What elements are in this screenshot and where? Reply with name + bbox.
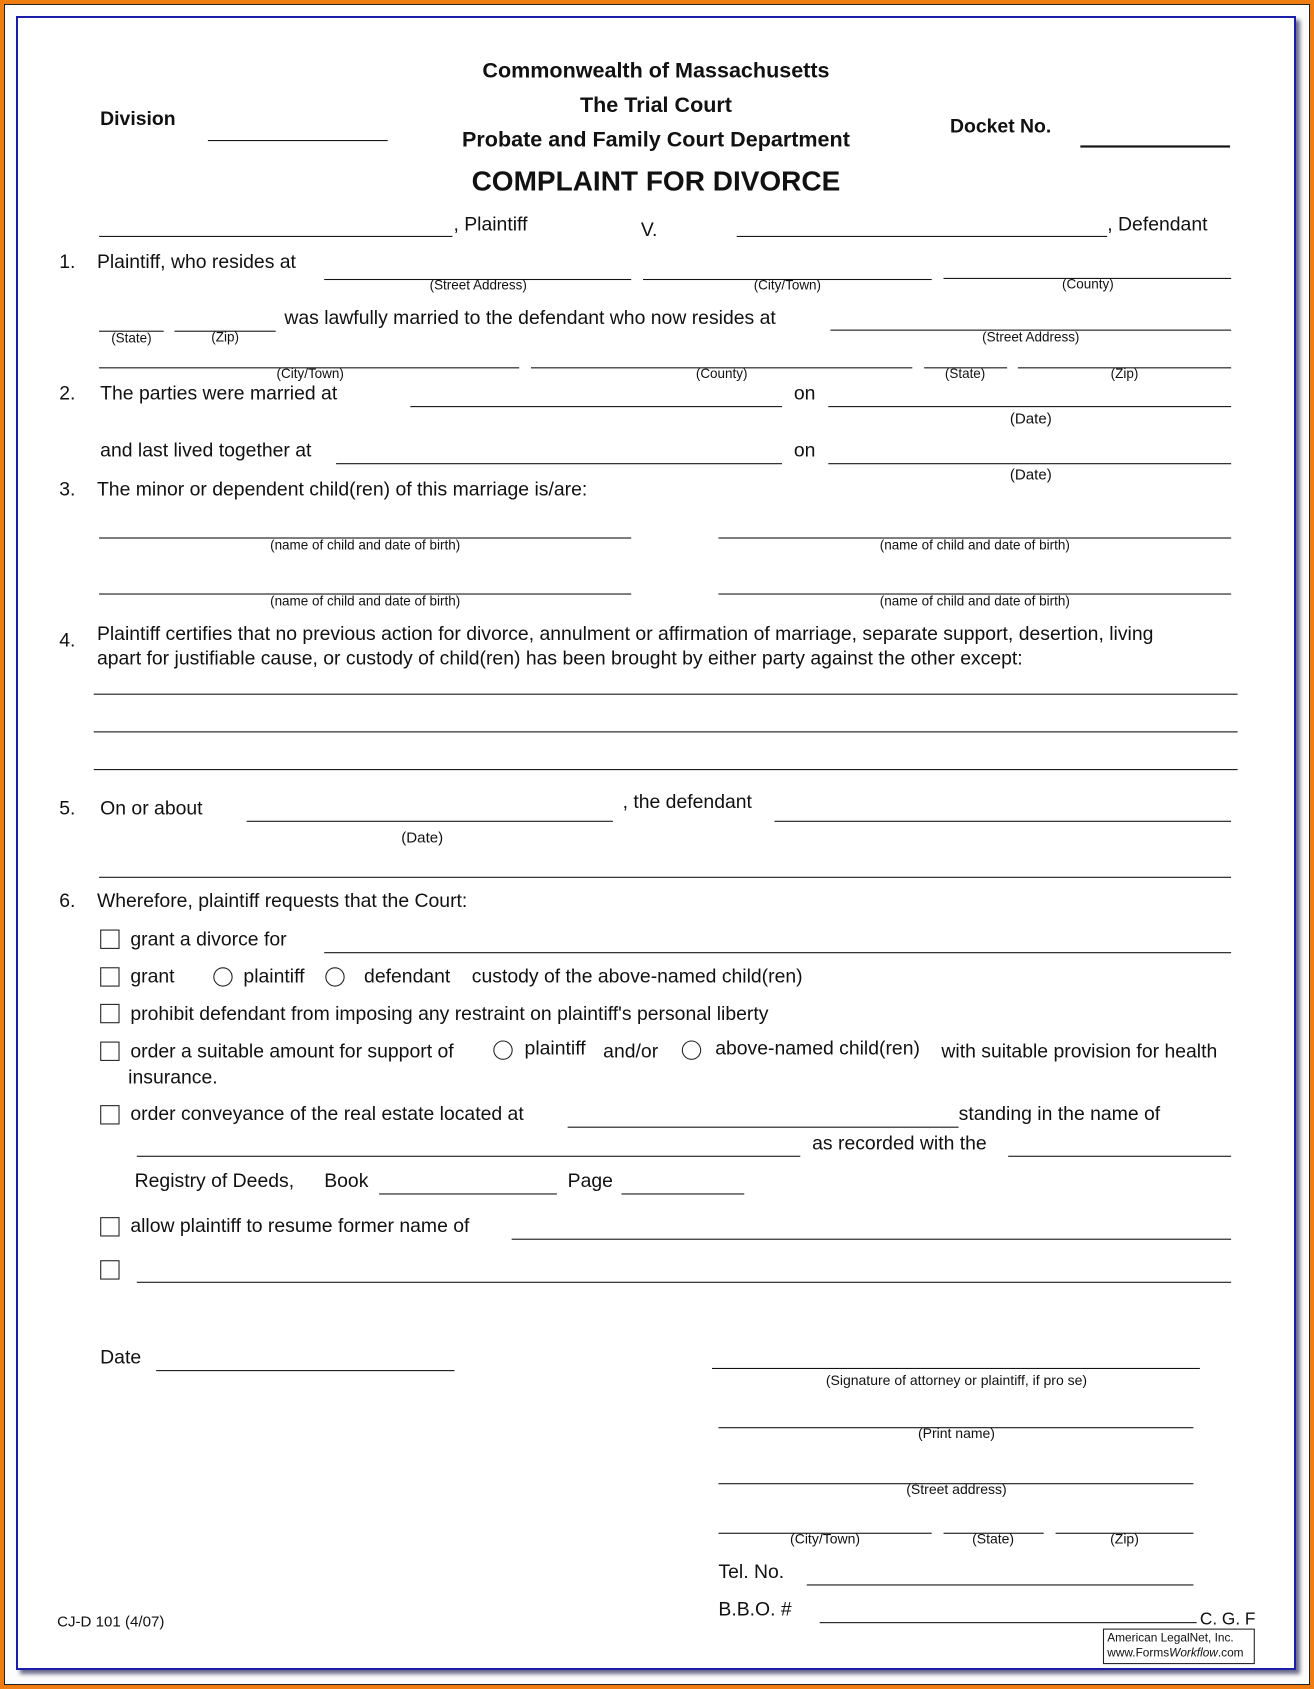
registry-field[interactable] — [1008, 1156, 1231, 1157]
caption-child: (name of child and date of birth) — [270, 537, 461, 553]
defendant-action-field-2[interactable] — [99, 877, 1231, 878]
versus-label: V. — [640, 218, 658, 241]
plaintiff-label: , Plaintiff — [453, 213, 528, 235]
section-3-number: 3. — [59, 478, 76, 500]
logo-url-part: Workflow — [1169, 1646, 1218, 1660]
caption-child: (name of child and date of birth) — [879, 537, 1070, 553]
defendant-action-field[interactable] — [774, 821, 1231, 822]
section-4-number: 4. — [59, 629, 76, 651]
signature-field[interactable] — [712, 1368, 1200, 1369]
section-6-text: Wherefore, plaintiff requests that the Court: — [96, 889, 468, 912]
caption-city: (City/Town) — [790, 1530, 861, 1547]
section-5-text-2: , the defendant — [622, 790, 752, 813]
other-request-field[interactable] — [137, 1282, 1231, 1283]
docket-label: Docket No. — [950, 115, 1052, 137]
header-trial-court: The Trial Court — [579, 93, 732, 118]
on-label: on — [793, 439, 816, 461]
defendant-option-label: defendant — [364, 965, 451, 987]
caption-street: (Street Address) — [429, 277, 527, 293]
health-label: with suitable provision for health — [941, 1040, 1218, 1063]
support-checkbox[interactable] — [100, 1042, 119, 1061]
bbo-label: B.B.O. # — [718, 1598, 792, 1620]
andor-label: and/or — [603, 1040, 659, 1063]
logo-url-part: www.Forms — [1107, 1646, 1170, 1660]
caption-street-address: (Street address) — [906, 1481, 1007, 1498]
section-1-number: 1. — [59, 250, 76, 273]
children-option-label: above-named child(ren) — [715, 1037, 920, 1059]
restraint-checkbox[interactable] — [100, 1004, 119, 1023]
form-id: CJ-D 101 (4/07) — [57, 1612, 165, 1630]
caption-county: (County) — [1062, 276, 1114, 292]
exception-field-2[interactable] — [94, 731, 1238, 732]
header-commonwealth: Commonwealth of Massachusetts — [482, 59, 830, 83]
restraint-label: prohibit defendant from imposing any restraint on plaintiff's personal liberty — [130, 1002, 769, 1025]
divorce-label: grant a divorce for — [130, 928, 287, 951]
caption-state: (State) — [972, 1530, 1015, 1547]
conveyance-label: order conveyance of the real estate located at — [130, 1102, 524, 1125]
caption-child: (name of child and date of birth) — [879, 593, 1070, 609]
other-checkbox[interactable] — [100, 1260, 119, 1279]
caption-street: (Street Address) — [982, 329, 1080, 345]
former-name-field[interactable] — [512, 1239, 1232, 1240]
former-name-label: allow plaintiff to resume former name of — [130, 1214, 470, 1237]
caption-date: (Date) — [401, 828, 444, 846]
section-4-line-1: Plaintiff certifies that no previous action for divorce, annulment or affirmation of marriage, separate support, desertion, living — [96, 622, 1154, 645]
plaintiff-name-field[interactable] — [99, 236, 452, 237]
caption-date: (Date) — [1009, 465, 1052, 483]
marriage-date-field[interactable] — [828, 406, 1231, 407]
custody-checkbox[interactable] — [100, 967, 119, 986]
caption-state: (State) — [944, 366, 986, 382]
custody-defendant-radio[interactable] — [325, 967, 344, 986]
caption-date: (Date) — [1009, 409, 1052, 427]
tel-label: Tel. No. — [718, 1560, 785, 1583]
section-4-line-2: apart for justifiable cause, or custody of child(ren) has been brought by either party against the other except: — [96, 647, 1023, 669]
page-title: COMPLAINT FOR DIVORCE — [471, 164, 841, 198]
marriage-place-field[interactable] — [410, 406, 782, 407]
custody-label: custody of the above-named child(ren) — [471, 965, 803, 987]
cgf-label: C. G. F — [1199, 1610, 1256, 1629]
date-label: Date — [100, 1346, 142, 1368]
caption-zip: (Zip) — [211, 329, 239, 345]
recorded-label: as recorded with the — [812, 1132, 987, 1154]
page-field[interactable] — [621, 1193, 744, 1194]
caption-city: (City/Town) — [753, 277, 822, 293]
section-2-text-2: and last lived together at — [100, 439, 312, 461]
caption-signature: (Signature of attorney or plaintiff, if pro se) — [825, 1372, 1088, 1389]
exception-field-1[interactable] — [94, 694, 1238, 695]
logo-url-part: .com — [1217, 1646, 1244, 1660]
divorce-grounds-field[interactable] — [324, 952, 1231, 953]
section-2-text: The parties were married at — [100, 382, 338, 404]
logo-company: American LegalNet, Inc. — [1107, 1631, 1234, 1645]
last-lived-place-field[interactable] — [336, 463, 782, 464]
former-name-checkbox[interactable] — [100, 1217, 119, 1236]
event-date-field[interactable] — [247, 821, 613, 822]
book-label: Book — [324, 1169, 369, 1192]
section-3-text: The minor or dependent child(ren) of this marriage is/are: — [96, 478, 588, 500]
registry-label: Registry of Deeds, — [134, 1169, 295, 1192]
caption-city: (City/Town) — [276, 366, 344, 382]
bbo-field[interactable] — [820, 1622, 1197, 1623]
support-label: order a suitable amount for support of — [130, 1040, 454, 1063]
section-6-number: 6. — [59, 889, 76, 912]
page-label: Page — [567, 1169, 613, 1192]
caption-state: (State) — [111, 330, 152, 346]
owner-name-field[interactable] — [137, 1156, 800, 1157]
book-field[interactable] — [379, 1193, 557, 1194]
exception-field-3[interactable] — [94, 769, 1238, 770]
grant-label: grant — [130, 965, 175, 987]
section-2-number: 2. — [59, 382, 76, 404]
defendant-label: , Defendant — [1107, 213, 1208, 235]
caption-zip: (Zip) — [1110, 1530, 1139, 1547]
docket-field[interactable] — [1080, 145, 1230, 147]
support-children-radio[interactable] — [682, 1040, 701, 1059]
standing-label: standing in the name of — [958, 1102, 1161, 1125]
defendant-name-field[interactable] — [737, 236, 1108, 237]
custody-plaintiff-radio[interactable] — [213, 967, 232, 986]
section-1-text-2: was lawfully married to the defendant who now resides at — [284, 306, 776, 329]
division-label: Division — [100, 107, 176, 130]
logo-url — [1107, 1646, 1250, 1661]
division-field[interactable] — [208, 140, 388, 141]
support-plaintiff-radio[interactable] — [493, 1040, 512, 1059]
insurance-label: insurance. — [128, 1066, 218, 1088]
conveyance-checkbox[interactable] — [100, 1105, 119, 1124]
tel-field[interactable] — [807, 1584, 1194, 1585]
on-label: on — [793, 382, 816, 404]
divorce-checkbox[interactable] — [100, 930, 119, 949]
plaintiff-option-label: plaintiff — [243, 965, 305, 987]
date-field[interactable] — [156, 1370, 454, 1371]
caption-child: (name of child and date of birth) — [270, 593, 461, 609]
section-1-text: Plaintiff, who resides at — [96, 250, 296, 273]
last-lived-date-field[interactable] — [828, 463, 1231, 464]
section-5-number: 5. — [59, 797, 76, 819]
header-department: Probate and Family Court Department — [462, 128, 850, 152]
caption-print-name: (Print name) — [917, 1425, 995, 1442]
american-legalnet-logo — [1103, 1629, 1255, 1665]
caption-county: (County) — [695, 366, 748, 382]
section-5-text: On or about — [100, 797, 203, 819]
real-estate-field[interactable] — [568, 1127, 959, 1128]
caption-zip: (Zip) — [1110, 366, 1139, 382]
plaintiff-option-label: plaintiff — [524, 1037, 586, 1059]
